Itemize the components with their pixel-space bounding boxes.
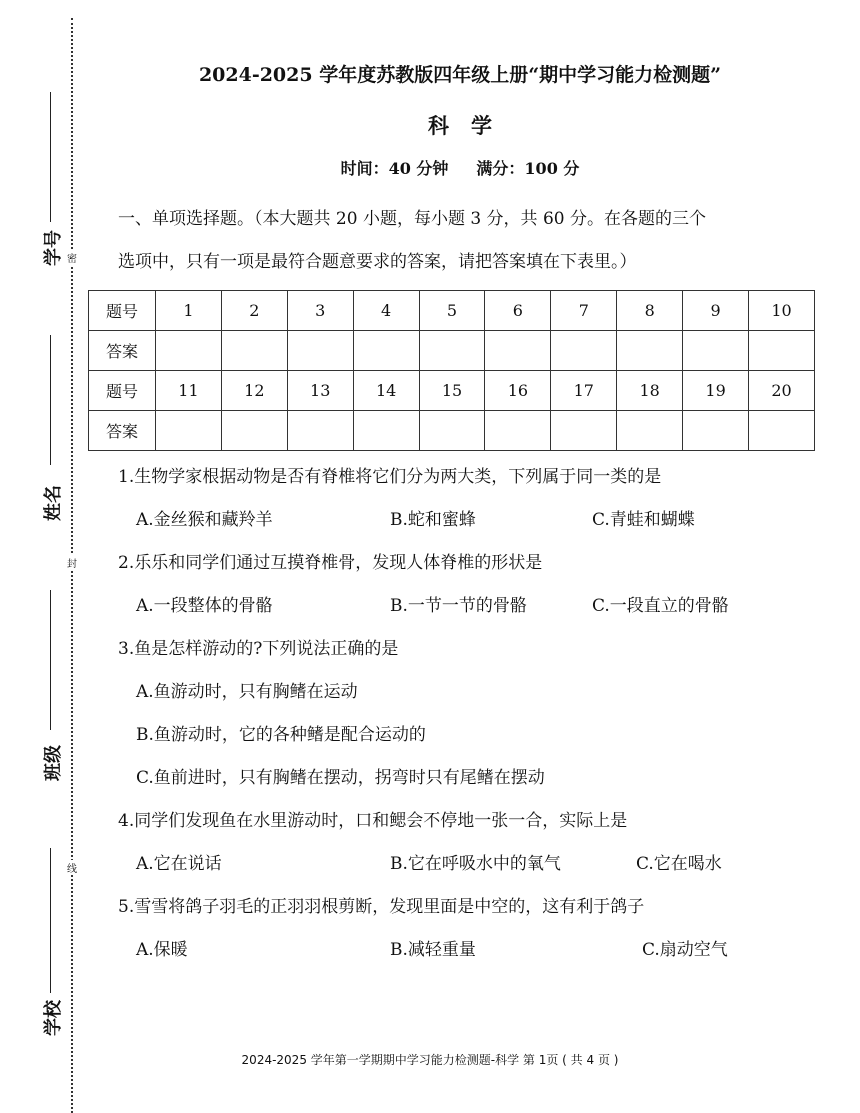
answer-cell[interactable] [485,331,551,371]
answer-cell[interactable] [419,411,485,451]
option-c: C.扇动空气 [642,940,728,960]
question-number-cell: 16 [485,371,551,411]
question-stem: 4.同学们发现鱼在水里游动时，口和鳃会不停地一张一合，实际上是 [118,811,628,831]
section1-instructions [118,198,798,284]
answer-cell[interactable] [221,331,287,371]
option-a: A.一段整体的骨骼 [136,596,273,616]
option-a: A.它在说话 [136,854,222,874]
question-5 [118,886,818,972]
question-number-cell: 11 [156,371,222,411]
question-number-cell: 18 [617,371,683,411]
option-a: A.金丝猴和藏羚羊 [136,510,273,530]
question-number-cell: 20 [749,371,815,411]
answer-cell[interactable] [419,331,485,371]
question-number-label: 题号 [89,371,156,411]
class-label: 班级 [43,745,64,781]
question-number-cell: 14 [353,371,419,411]
question-number-cell: 9 [683,291,749,331]
answer-cell[interactable] [749,331,815,371]
question-number-row-1 [89,291,815,331]
answer-cell[interactable] [617,331,683,371]
answer-cell[interactable] [485,411,551,451]
answer-cell[interactable] [551,411,617,451]
answer-cell[interactable] [551,331,617,371]
student-id-label: 学号 [43,230,64,266]
question-number-row-2 [89,371,815,411]
answer-cell[interactable] [749,411,815,451]
question-list [118,456,818,972]
question-number-cell: 15 [419,371,485,411]
school-label: 学校 [43,1000,64,1036]
answer-cell[interactable] [683,331,749,371]
answer-cell[interactable] [353,411,419,451]
option-b: B.减轻重量 [390,940,476,960]
binding-mark-feng: 封 [65,555,79,570]
time-score-line [100,156,820,179]
question-number-cell: 12 [221,371,287,411]
page-footer: 2024-2025 学年第一学期期中学习能力检测题-科学 第 1页 ( 共 4 页 ) [241,1053,619,1067]
question-number-cell: 17 [551,371,617,411]
option-b: B.它在呼吸水中的氧气 [390,854,561,874]
question-stem: 1.生物学家根据动物是否有脊椎将它们分为两大类，下列属于同一类的是 [118,467,662,487]
binding-mark-mi: 密 [65,250,79,265]
question-1 [118,456,818,542]
student-id-rule [50,92,51,222]
answer-cell[interactable] [617,411,683,451]
option-c: C.它在喝水 [636,854,722,874]
answer-cell[interactable] [683,411,749,451]
question-stem: 2.乐乐和同学们通过互摸脊椎骨，发现人体脊椎的形状是 [118,553,543,573]
question-number-cell: 8 [617,291,683,331]
student-name-label: 姓名 [43,485,64,521]
option-row [118,499,818,542]
answer-cell[interactable] [287,411,353,451]
option-c: C.一段直立的骨骼 [592,596,729,616]
answer-cell[interactable] [156,331,222,371]
question-number-cell: 7 [551,291,617,331]
option-c: C.鱼前进时，只有胸鳍在摆动，拐弯时只有尾鳍在摆动 [136,768,545,788]
option-row [118,585,818,628]
question-number-cell: 3 [287,291,353,331]
school-rule [50,848,51,993]
question-3 [118,628,818,800]
option-b: B.蛇和蜜蜂 [390,510,476,530]
question-number-cell: 6 [485,291,551,331]
time-limit: 时间：40 分钟 [340,159,449,178]
option-row [118,843,818,886]
option-b: B.一节一节的骨骼 [390,596,527,616]
question-2 [118,542,818,628]
question-number-cell: 5 [419,291,485,331]
student-name-rule [50,335,51,465]
question-number-cell: 13 [287,371,353,411]
question-number-cell: 1 [156,291,222,331]
answer-cell[interactable] [287,331,353,371]
binding-mark-xian: 线 [65,860,79,875]
answer-table [88,290,815,451]
question-number-cell: 19 [683,371,749,411]
instruction-line-1: 一、单项选择题。（本大题共 20 小题，每小题 3 分，共 60 分。在各题的三个 [118,209,707,229]
class-rule [50,590,51,730]
full-score: 满分：100 分 [476,159,580,178]
question-number-label: 题号 [89,291,156,331]
answer-cell[interactable] [353,331,419,371]
answer-label: 答案 [89,411,156,451]
question-4 [118,800,818,886]
question-number-cell: 2 [221,291,287,331]
question-stem: 5.雪雪将鸽子羽毛的正羽羽根剪断，发现里面是中空的，这有利于鸽子 [118,897,645,917]
option-a: A.保暖 [136,940,188,960]
option-a: A.鱼游动时，只有胸鳍在运动 [136,682,358,702]
answer-label: 答案 [89,331,156,371]
answer-cell[interactable] [221,411,287,451]
exam-title: 2024-2025 学年度苏教版四年级上册“期中学习能力检测题” [198,64,722,86]
question-number-cell: 10 [749,291,815,331]
subject-title: 科学 [428,113,514,138]
option-b: B.鱼游动时，它的各种鳍是配合运动的 [136,725,426,745]
option-c: C.青蛙和蝴蝶 [592,510,695,530]
option-row [118,929,818,972]
answer-cell[interactable] [156,411,222,451]
answer-row-2 [89,411,815,451]
question-stem: 3.鱼是怎样游动的?下列说法正确的是 [118,639,399,659]
instruction-line-2: 选项中，只有一项是最符合题意要求的答案，请把答案填在下表里。） [118,252,637,272]
question-number-cell: 4 [353,291,419,331]
answer-row-1 [89,331,815,371]
